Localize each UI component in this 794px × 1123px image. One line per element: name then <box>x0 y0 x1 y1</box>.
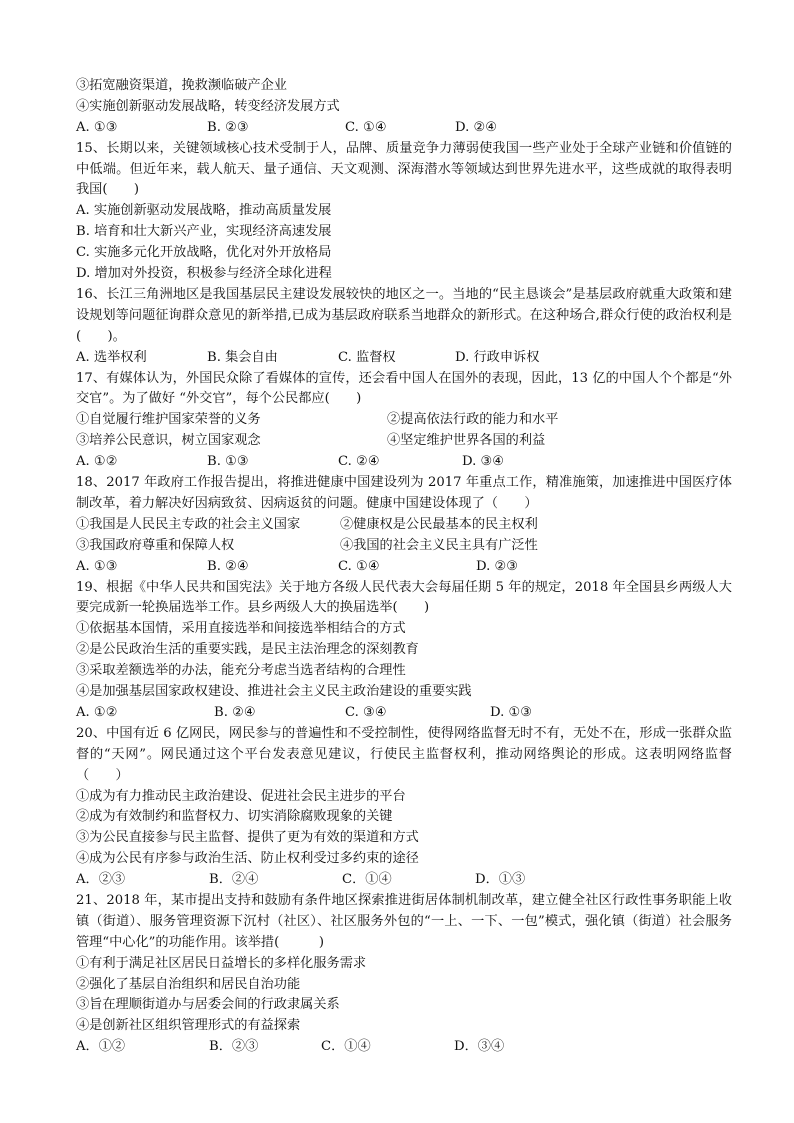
q14-statement-3: ③拓宽融资渠道，挽救濒临破产企业 <box>76 78 287 93</box>
q19-stem: 19、根据《中华人民共和国宪法》关于地方各级人民代表大会每届任期 5 年的规定，2018 年全国县乡两级人大要完成新一轮换届选举工作。县乡两级人大的换届选举( ) <box>76 579 732 616</box>
q14-option-a: A. ①③ <box>76 119 118 135</box>
q15-option-a: A. 实施创新驱动发展战略，推动高质量发展 <box>76 203 332 219</box>
q17-statement-2: ②提高依法行政的能力和水平 <box>387 412 559 428</box>
q21-option-b: B．②③ <box>209 1039 259 1055</box>
q17-stem: 17、有媒体认为，外国民众除了看媒体的宣传，还会看中国人在国外的表现，因此，13 亿的中国人个个都是“外交官”。为了做好 “外交官”，每个公民都应( ) <box>76 370 732 407</box>
q18-option-c: C. ①④ <box>338 558 380 574</box>
q16-option-d: D. 行政申诉权 <box>455 349 540 365</box>
q19-options <box>76 703 732 724</box>
q17-option-b: B. ①③ <box>207 454 249 470</box>
q17-options <box>76 452 732 473</box>
q14-options <box>76 118 732 139</box>
q21-statement-1: ①有利于满足社区居民日益增长的多样化服务需求 <box>76 955 367 971</box>
q20-statement-4: ④成为公民有序参与政治生活、防止权利受过多约束的途径 <box>76 851 419 867</box>
q21-statement-2: ②强化了基层自治组织和居民自治功能 <box>76 976 301 992</box>
q18-statement-2: ②健康权是公民最基本的民主权利 <box>340 516 538 532</box>
q19-statement-2: ②是公民政治生活的重要实践，是民主法治理念的深刻教育 <box>76 642 419 658</box>
q18-option-a: A. ①③ <box>76 558 118 574</box>
q21-statement-3: ③旨在理顺街道办与居委会间的行政隶属关系 <box>76 997 340 1013</box>
q19-statement-3: ③采取差额选举的办法，能充分考虑当选者结构的合理性 <box>76 663 406 679</box>
q20-options <box>76 870 732 891</box>
q18-statements-row-2 <box>76 536 732 557</box>
q16-option-c: C. 监督权 <box>338 349 396 365</box>
q21-stem: 21、2018 年，某市提出支持和鼓励有条件地区探索推进街居体制机制改革，建立健全社区行政性事务职能上收镇（街道）、服务管理资源下沉村（社区）、社区服务外包的“一上、一下、一包”模式，强化镇（街道）社会服务管理“中心化”的功能作用。该举措( ) <box>76 892 732 950</box>
q19-option-d: D. ①③ <box>490 704 533 720</box>
q16-option-b: B. 集会自由 <box>207 349 278 365</box>
q20-stem: 20、中国有近 6 亿网民，网民参与的普遍性和不受控制性，使得网络监督无时不有，无处不在，形成一张群众监督的“天网”。网民通过这个平台发表意见建议，行使民主监督权利，推动网络舆论的形成。这表明网络监督（ ） <box>76 725 732 783</box>
q16-options <box>76 348 732 369</box>
q15-option-b: B. 培育和壮大新兴产业，实现经济高速发展 <box>76 224 332 240</box>
q18-option-d: D. ②③ <box>476 558 519 574</box>
q17-statement-1: ①自觉履行维护国家荣誉的义务 <box>76 412 261 428</box>
q15-option-d: D. 增加对外投资，积极参与经济全球化进程 <box>76 266 332 282</box>
q14-option-b: B. ②③ <box>207 119 249 135</box>
q20-option-a: A．②③ <box>76 872 126 888</box>
q20-statement-3: ③为公民直接参与民主监督、提供了更为有效的渠道和方式 <box>76 830 419 846</box>
q21-option-c: C．①④ <box>321 1039 371 1055</box>
q18-statement-4: ④我国的社会主义民主具有广泛性 <box>340 537 538 553</box>
q14-option-c: C. ①④ <box>345 119 387 135</box>
q19-statement-4: ④是加强基层国家政权建设、推进社会主义民主政治建设的重要实践 <box>76 684 472 700</box>
q18-statement-1: ①我国是人民民主专政的社会主义国家 <box>76 516 301 532</box>
q20-option-b: B．②④ <box>209 872 259 888</box>
q19-statement-1: ①依据基本国情，采用直接选举和间接选举相结合的方式 <box>76 621 406 637</box>
exam-page <box>76 76 732 1058</box>
q21-statement-4: ④是创新社区组织管理形式的有益探索 <box>76 1018 301 1034</box>
q16-stem: 16、长江三角洲地区是我国基层民主建设发展较快的地区之一。当地的“民主恳谈会”是基层政府就重大政策和建设规划等问题征询群众意见的新举措,已成为基层政府联系当地群众的新形式。在这种场合,群众行使的政治权利是( )。 <box>76 286 732 344</box>
q19-option-a: A. ①② <box>76 704 118 720</box>
q14-option-d: D. ②④ <box>455 119 498 135</box>
q21-option-d: D．③④ <box>454 1039 505 1055</box>
q17-option-d: D. ③④ <box>462 454 505 470</box>
q19-option-b: B. ②④ <box>214 704 256 720</box>
q20-statement-2: ②成为有效制约和监督权力、切实消除腐败现象的关键 <box>76 809 393 825</box>
q16-option-a: A. 选举权利 <box>76 349 147 365</box>
q21-options <box>76 1037 732 1058</box>
q17-statements-row-2 <box>76 431 732 452</box>
q17-option-c: C. ②④ <box>338 454 380 470</box>
q17-statement-3: ③培养公民意识，树立国家观念 <box>76 433 261 449</box>
q17-statements-row-1 <box>76 410 732 431</box>
q18-statements-row-1 <box>76 515 732 536</box>
q20-statement-1: ①成为有力推动民主政治建设、促进社会民主进步的平台 <box>76 788 406 804</box>
q17-statement-4: ④坚定维护世界各国的利益 <box>387 433 546 449</box>
q21-option-a: A．①② <box>76 1039 126 1055</box>
q18-stem: 18、2017 年政府工作报告提出，将推进健康中国建设列为 2017 年重点工作，精准施策，加速推进中国医疗体制改革，着力解决好因病致贫、因病返贫的问题。健康中国建设体现了（ ） <box>76 475 732 511</box>
q15-option-c: C. 实施多元化开放战略，优化对外开放格局 <box>76 245 332 261</box>
q18-options <box>76 557 732 578</box>
q20-option-d: D．①③ <box>475 872 526 888</box>
q19-option-c: C. ③④ <box>345 704 387 720</box>
q15-stem: 15、长期以来，关键领域核心技术受制于人，品牌、质量竞争力薄弱使我国一些产业处于全球产业链和价值链的中低端。但近年来，载人航天、量子通信、天文观测、深海潜水等领域达到世界先进水平，这些成就的取得表明我国( ) <box>76 140 732 198</box>
q14-statement-4: ④实施创新驱动发展战略，转变经济发展方式 <box>76 98 340 114</box>
q20-option-c: C．①④ <box>342 872 392 888</box>
q18-option-b: B. ②④ <box>207 558 249 574</box>
q18-statement-3: ③我国政府尊重和保障人权 <box>76 537 235 553</box>
q17-option-a: A. ①② <box>76 454 118 470</box>
